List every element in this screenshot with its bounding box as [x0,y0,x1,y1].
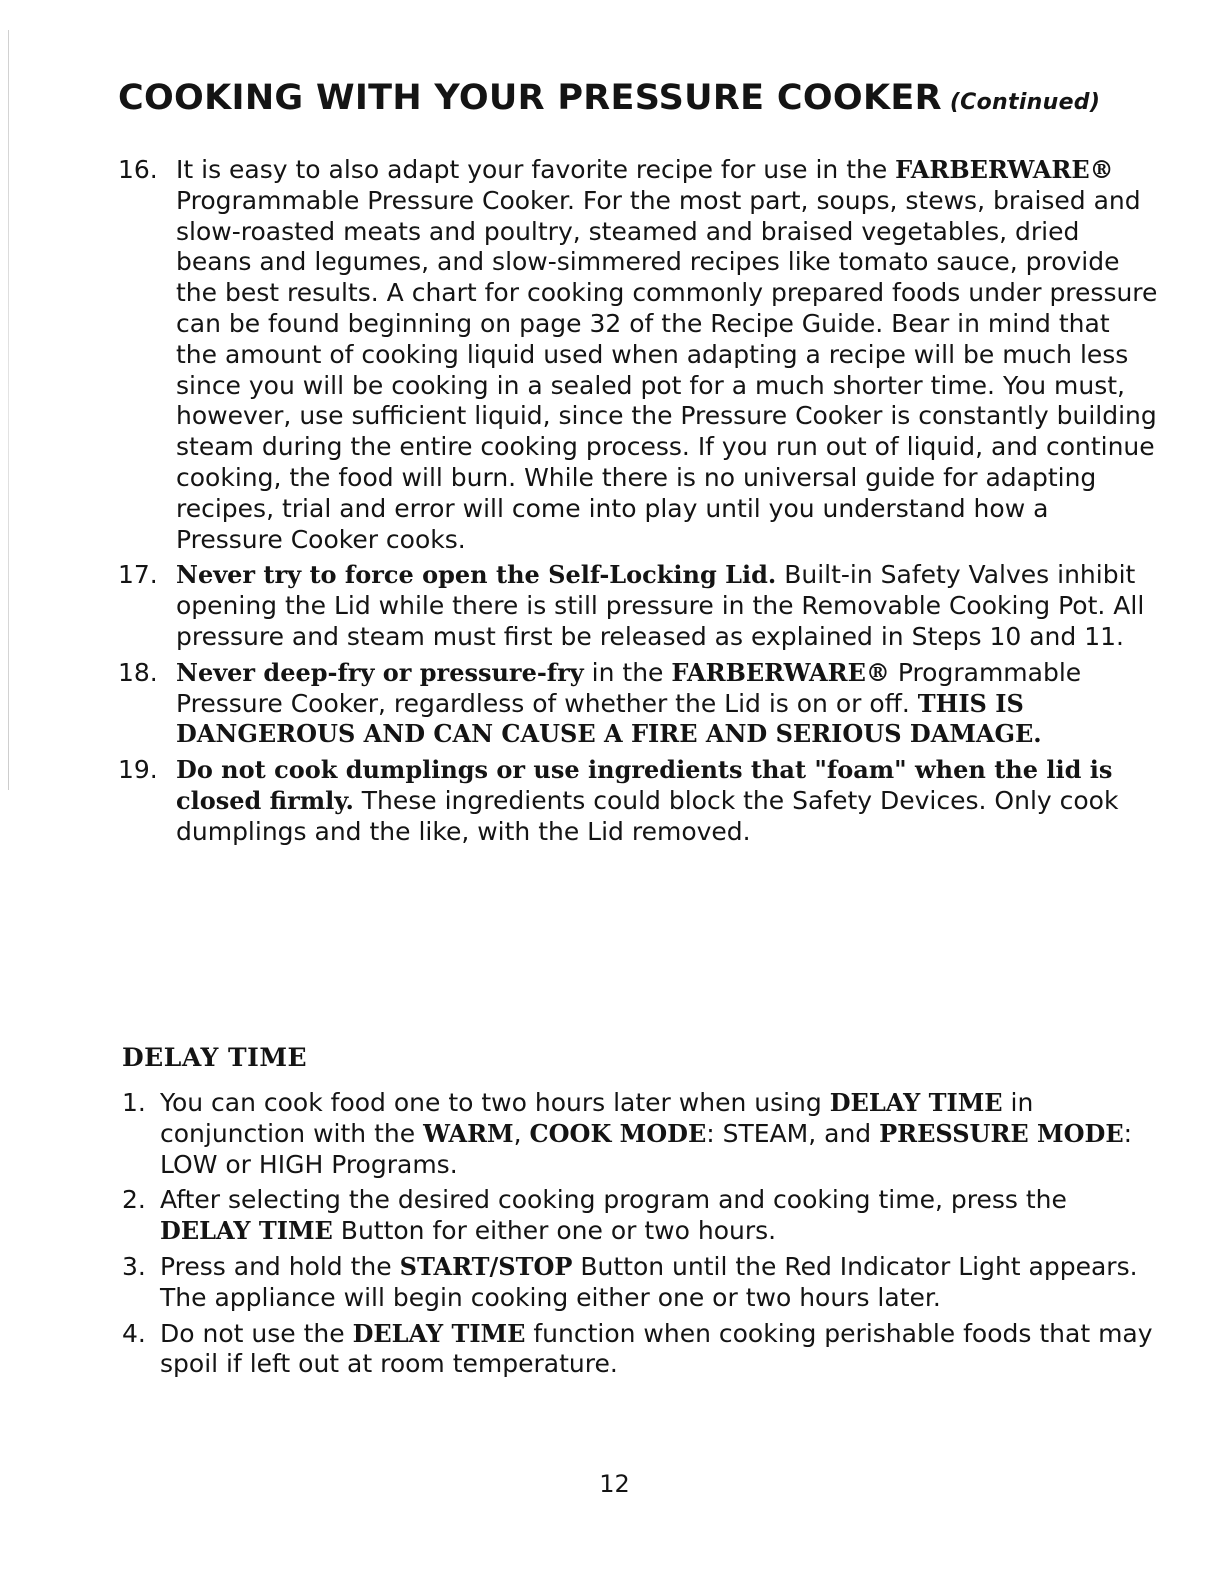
item-text: Built-in Safety Valves inhibit opening the Lid while there is still pressure in the Removable Cooking Pot. All pressure and steam must first be released as explained in Steps 10 and 11. [176,560,1145,651]
item-number: 18. [118,657,158,687]
step-keyword: DELAY TIME [160,1216,333,1246]
delay-time-steps [122,1088,1162,1385]
step-text: Press and hold the [160,1251,400,1281]
item-danger-warning: THIS IS DANGEROUS AND CAN CAUSE A FIRE AND SERIOUS DAMAGE. [176,688,1042,749]
list-item-18 [118,658,1158,750]
step-text: : LOW or HIGH Programs. [160,1118,1133,1179]
step-keyword: WARM [423,1118,514,1148]
section-heading-delay-time: DELAY TIME [122,1043,308,1072]
item-warning: Never deep-fry or pressure-fry [176,657,584,687]
delay-step-1 [122,1088,1162,1180]
item-number: 19. [118,755,158,785]
step-number: 2. [122,1185,146,1215]
page-title-main: COOKING WITH YOUR PRESSURE COOKER [118,78,942,118]
brand-name: FARBERWARE® [671,657,890,687]
brand-name: FARBERWARE® [895,155,1114,184]
step-text: After selecting the desired cooking program and cooking time, press the [160,1185,1067,1215]
instruction-list [118,155,1158,853]
step-text: , [513,1118,530,1148]
step-number: 3. [122,1251,146,1281]
item-number: 17. [118,560,158,590]
step-keyword: START/STOP [399,1251,573,1281]
step-number: 1. [122,1088,146,1117]
delay-step-4 [122,1319,1162,1381]
list-item-19 [118,755,1158,847]
item-warning: Do not cook dumplings or use ingredients that "foam" when the lid is closed firmly. [176,755,1113,815]
item-warning: Never try to force open the Self-Locking Lid. [176,560,777,590]
step-text: Button until the Red Indicator Light appears. The appliance will begin cooking either one or two hours later. [160,1251,1138,1312]
step-text: function when cooking perishable foods that may spoil if left out at room temperature. [160,1318,1153,1379]
step-keyword: PRESSURE MODE [879,1118,1124,1148]
step-text: Button for either one or two hours. [332,1216,777,1246]
item-text: Programmable Pressure Cooker, regardless of whether the Lid is on or off. [176,657,1082,718]
step-keyword: COOK MODE [529,1118,707,1148]
scan-edge-line [8,30,9,790]
step-number: 4. [122,1318,146,1348]
item-text: Programmable Pressure Cooker. For the most part, soups, stews, braised and slow-roasted meats and poultry, steamed and braised vegetables, dried beans and legumes, and slow-simmered recipes like tomato sauce, provide the best results. A chart for cooking commonly prepared foods under pressure can be found beginning on page 32 of the Recipe Guide. Bear in mind that the amount of cooking liquid used when adapting a recipe will be much less since you will be cooking in a sealed pot for a much shorter time. You must, however, use sufficient liquid, since the Pressure Cooker is constantly building steam during the entire cooking process. If you run out of liquid, and continue cooking, the food will burn. While there is no universal guide for adapting recipes, trial and error will come into play until you understand how a Pressure Cooker cooks. [176,185,1158,554]
page-title [118,78,1100,118]
step-text: in conjunction with the [160,1088,1034,1148]
page-number: 12 [599,1470,630,1498]
step-text: : STEAM, and [706,1118,880,1148]
step-text: You can cook food one to two hours later when using [160,1088,830,1117]
page-title-continued: (Continued) [949,90,1101,115]
item-text: It is easy to also adapt your favorite recipe for use in the [176,155,896,184]
step-keyword: DELAY TIME [352,1318,526,1348]
item-text: These ingredients could block the Safety Devices. Only cook dumplings and the like, with the Lid removed. [176,785,1119,846]
list-item-16 [118,155,1158,555]
item-text: in the [583,657,672,687]
step-text: Do not use the [160,1318,353,1348]
delay-step-3 [122,1252,1162,1314]
item-number: 16. [118,155,158,184]
list-item-17 [118,560,1158,652]
delay-step-2 [122,1185,1162,1247]
step-keyword: DELAY TIME [829,1088,1003,1117]
